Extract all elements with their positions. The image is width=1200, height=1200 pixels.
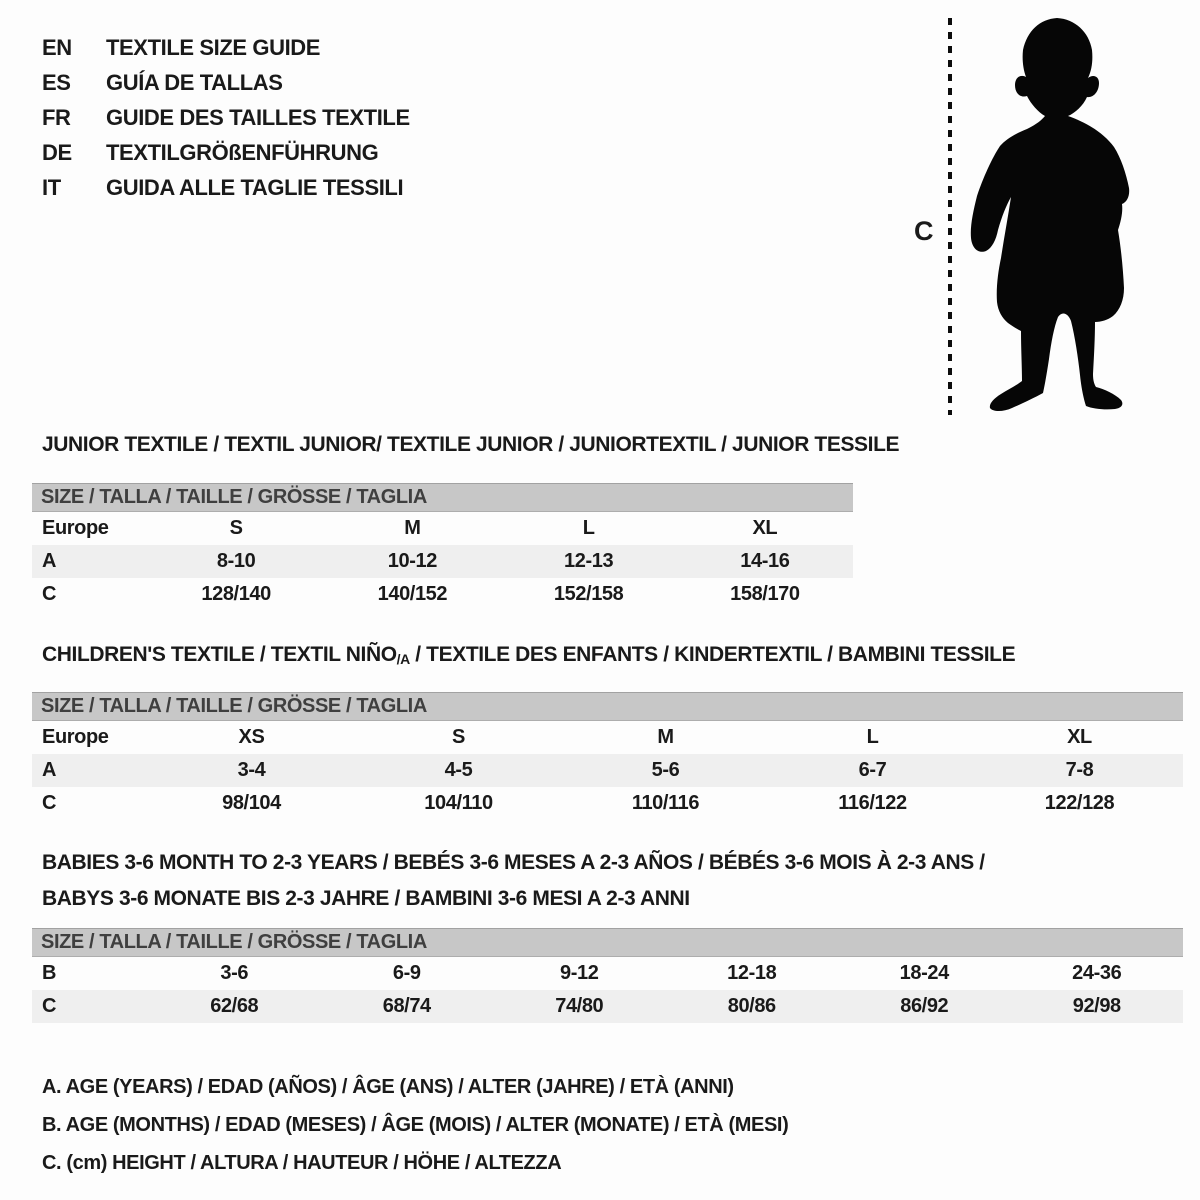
- value-cell: 92/98: [1072, 995, 1121, 1017]
- children-size-table: [32, 692, 1183, 820]
- table-header-row: [32, 512, 853, 545]
- children-section-title: [42, 643, 1015, 667]
- row-label: C: [42, 995, 57, 1017]
- junior-section-title: JUNIOR TEXTILE / TEXTIL JUNIOR/ TEXTILE JUNIOR / JUNIORTEXTIL / JUNIOR TESSILE: [42, 433, 900, 456]
- row-label: A: [42, 550, 57, 572]
- language-row-es: [42, 65, 410, 100]
- table-row-height: [32, 578, 853, 611]
- size-header-bar: SIZE / TALLA / TAILLE / GRÖSSE / TAGLIA: [32, 928, 1183, 957]
- children-title-subscript: /A: [396, 651, 410, 667]
- value-cell: 152/158: [553, 583, 624, 605]
- children-title-prefix: CHILDREN'S TEXTILE / TEXTIL NIÑO: [42, 643, 397, 666]
- value-cell: 158/170: [730, 583, 800, 605]
- value-cell: 98/104: [222, 792, 281, 814]
- language-title: TEXTILGRÖßENFÜHRUNG: [106, 139, 379, 165]
- row-label: Europe: [42, 517, 109, 539]
- size-cell: XL: [1067, 726, 1092, 748]
- value-cell: 80/86: [727, 995, 776, 1017]
- language-code: ES: [42, 69, 71, 95]
- value-cell: 4-5: [444, 759, 473, 781]
- row-label: Europe: [42, 726, 109, 748]
- size-header-bar: SIZE / TALLA / TAILLE / GRÖSSE / TAGLIA: [32, 483, 853, 512]
- babies-size-table: [32, 928, 1183, 1023]
- value-cell: 24-36: [1072, 962, 1122, 984]
- measurement-legend: [42, 1068, 788, 1182]
- value-cell: 8-10: [216, 550, 256, 572]
- value-cell: 116/122: [838, 792, 907, 814]
- value-cell: 104/110: [424, 792, 493, 814]
- value-cell: 128/140: [201, 583, 271, 605]
- size-header-bar: SIZE / TALLA / TAILLE / GRÖSSE / TAGLIA: [32, 692, 1183, 721]
- toddler-silhouette-icon: [962, 16, 1138, 416]
- size-cell: S: [229, 517, 243, 539]
- value-cell: 9-12: [560, 962, 599, 984]
- language-row-de: [42, 135, 410, 170]
- size-cell: XS: [238, 726, 265, 748]
- language-title: GUIDA ALLE TAGLIE TESSILI: [106, 174, 404, 200]
- value-cell: 122/128: [1044, 792, 1115, 814]
- height-measure-label: C: [914, 216, 934, 246]
- value-cell: 110/116: [631, 792, 700, 814]
- row-label: C: [42, 792, 57, 814]
- value-cell: 12-13: [564, 550, 614, 572]
- value-cell: 62/68: [210, 995, 259, 1017]
- size-cell: XL: [752, 517, 778, 539]
- value-cell: 7-8: [1065, 759, 1094, 781]
- language-title: GUÍA DE TALLAS: [106, 69, 283, 95]
- legend-height-cm: C. (cm) HEIGHT / ALTURA / HAUTEUR / HÖHE / ALTEZZA: [42, 1151, 562, 1174]
- language-row-en: [42, 30, 410, 65]
- language-code: IT: [42, 174, 61, 200]
- language-list: [42, 30, 410, 205]
- value-cell: 3-6: [220, 962, 249, 984]
- legend-age-years: A. AGE (YEARS) / EDAD (AÑOS) / ÂGE (ANS) / ALTER (JAHRE) / ETÀ (ANNI): [42, 1075, 734, 1098]
- children-title-suffix: / TEXTILE DES ENFANTS / KINDERTEXTIL / BAMBINI TESSILE: [409, 643, 1016, 666]
- value-cell: 18-24: [899, 962, 949, 984]
- value-cell: 6-7: [858, 759, 887, 781]
- value-cell: 14-16: [740, 550, 790, 572]
- size-cell: L: [866, 726, 879, 748]
- value-cell: 74/80: [555, 995, 604, 1017]
- junior-size-table: [32, 483, 853, 611]
- table-row-height: [32, 787, 1183, 820]
- language-title: GUIDE DES TAILLES TEXTILE: [106, 104, 410, 130]
- table-row-height: [32, 990, 1183, 1023]
- language-title: TEXTILE SIZE GUIDE: [106, 34, 321, 60]
- size-cell: M: [404, 517, 421, 539]
- size-cell: L: [582, 517, 595, 539]
- language-row-fr: [42, 100, 410, 135]
- language-code: FR: [42, 104, 71, 130]
- value-cell: 68/74: [382, 995, 431, 1017]
- row-label: C: [42, 583, 57, 605]
- value-cell: 10-12: [387, 550, 437, 572]
- value-cell: 5-6: [651, 759, 680, 781]
- value-cell: 86/92: [900, 995, 949, 1017]
- language-row-it: [42, 170, 410, 205]
- value-cell: 3-4: [237, 759, 266, 781]
- table-row-months: [32, 957, 1183, 990]
- value-cell: 140/152: [377, 583, 448, 605]
- table-row-age: [32, 545, 853, 578]
- table-header-row: [32, 721, 1183, 754]
- babies-title-line2: BABYS 3-6 MONATE BIS 2-3 JAHRE / BAMBINI 3-6 MESI A 2-3 ANNI: [42, 887, 690, 910]
- language-code: EN: [42, 34, 72, 60]
- value-cell: 12-18: [727, 962, 777, 984]
- size-cell: S: [452, 726, 465, 748]
- language-code: DE: [42, 139, 72, 165]
- size-cell: M: [657, 726, 674, 748]
- babies-section-title: [42, 845, 985, 917]
- row-label: A: [42, 759, 57, 781]
- value-cell: 6-9: [392, 962, 421, 984]
- table-row-age: [32, 754, 1183, 787]
- height-measure-dashed-line: [948, 18, 952, 415]
- legend-age-months: B. AGE (MONTHS) / EDAD (MESES) / ÂGE (MOIS) / ALTER (MONATE) / ETÀ (MESI): [42, 1113, 789, 1136]
- babies-title-line1: BABIES 3-6 MONTH TO 2-3 YEARS / BEBÉS 3-6 MESES A 2-3 AÑOS / BÉBÉS 3-6 MOIS À 2-3 ANS /: [42, 851, 985, 874]
- row-label: B: [42, 962, 57, 984]
